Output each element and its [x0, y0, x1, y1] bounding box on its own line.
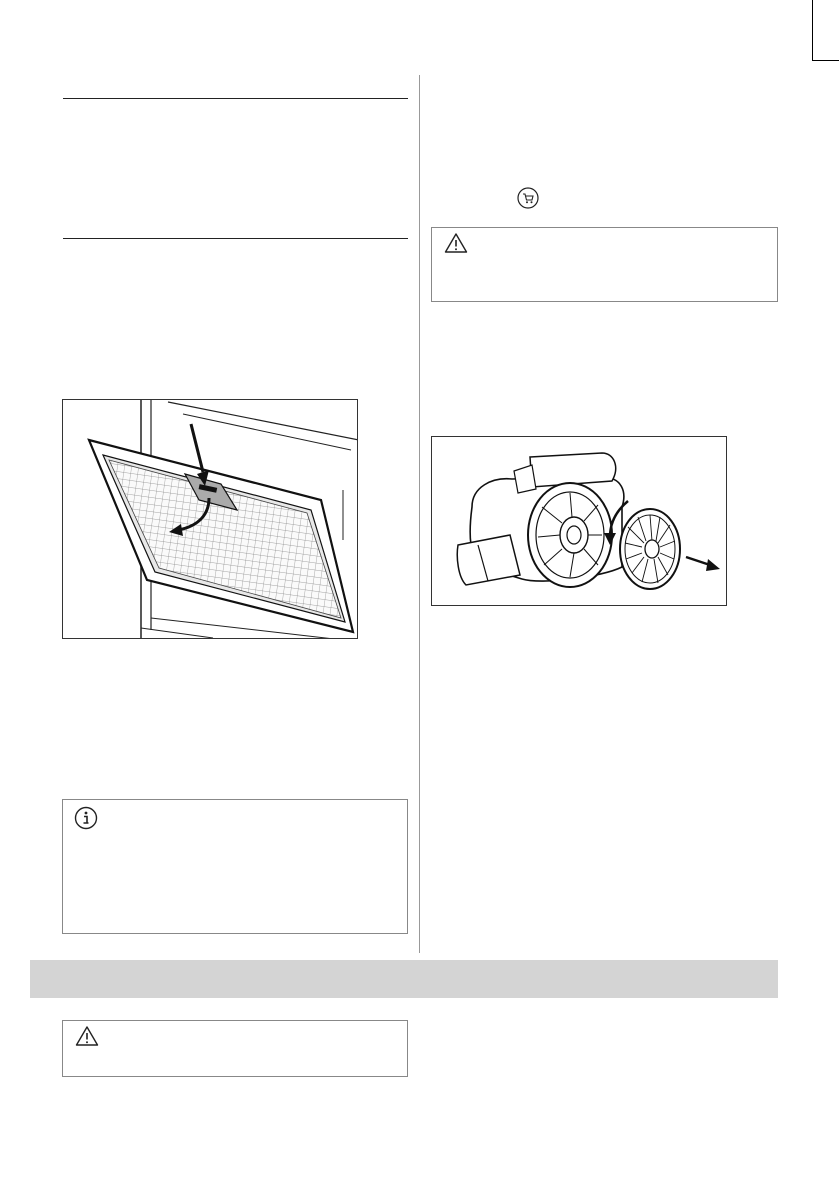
- column-divider: [419, 75, 420, 953]
- carbon-filter-figure: [431, 436, 727, 606]
- warning-triangle-icon: [444, 232, 468, 259]
- warning-triangle-icon: [75, 1025, 99, 1052]
- grease-filter-removal-illustration: [63, 400, 358, 639]
- carbon-filter-removal-illustration: [432, 437, 727, 606]
- section-rule-top: [63, 98, 408, 99]
- shop-cart-icon: [517, 187, 539, 214]
- grease-filter-figure: [62, 399, 358, 639]
- section-rule-middle: [63, 238, 408, 239]
- section-header-band: [30, 960, 778, 998]
- warning-box-right: [431, 227, 778, 302]
- warning-box-bottom: [62, 1020, 408, 1077]
- info-note-box: [62, 799, 408, 934]
- info-icon: [74, 806, 98, 835]
- crop-mark: [812, 0, 839, 61]
